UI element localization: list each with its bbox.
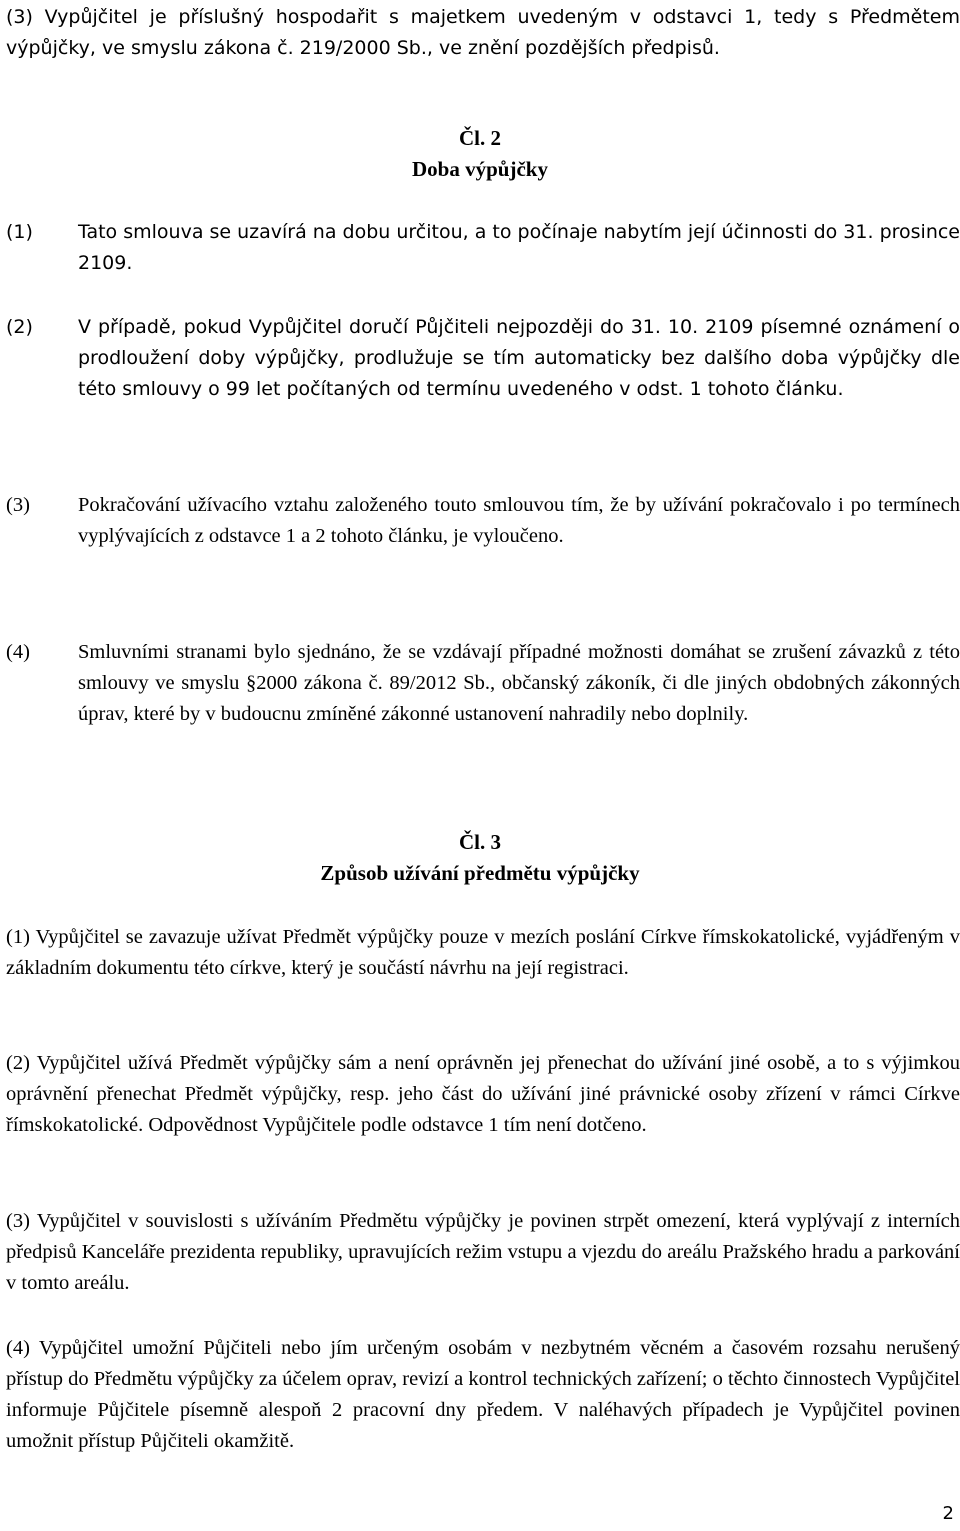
article-2-number: Čl. 2 [459, 126, 501, 150]
intro-paragraph-3: (3) Vypůjčitel je příslušný hospodařit s majetkem uvedeným v odstavci 1, tedy s Předmětem výpůjčky, ve smyslu zákona č. 219/2000 Sb., ve znění pozdějších předpisů. [6, 6, 960, 59]
paragraph-text: Smluvními stranami bylo sjednáno, že se vzdávají případné možnosti domáhat se zrušení závazků z této smlouvy ve smyslu §2000 zákona č. 89/2012 Sb., občanský zákoník, či dle jiných obdobných zákonných úprav, které by v budoucnu zmíněné zákonné ustanovení nahradily nebo doplnily. [78, 641, 960, 725]
article-2-title: Doba výpůjčky [412, 157, 548, 181]
article-2-paragraph-1 [6, 217, 960, 279]
article-3-paragraph-1: (1) Vypůjčitel se zavazuje užívat Předmět výpůjčky pouze v mezích poslání Církve římskokatolické, vyjádřeným v základním dokumentu této církve, který je součástí návrhu na její registraci. [6, 926, 960, 979]
paragraph-number: (3) [6, 494, 30, 516]
article-2-paragraph-2 [6, 312, 960, 405]
article-2-paragraph-4 [6, 637, 960, 730]
paragraph-text: V případě, pokud Vypůjčitel doručí Půjčiteli nejpozději do 31. 10. 2109 písemné oznámení o prodloužení doby výpůjčky, prodlužuje se tím automaticky bez dalšího doba výpůjčky dle této smlouvy o 99 let počítaných od termínu uvedeného v odst. 1 tohoto článku. [78, 316, 960, 400]
paragraph-number: (2) [6, 316, 33, 338]
article-3-paragraph-4: (4) Vypůjčitel umožní Půjčiteli nebo jím určeným osobám v nezbytném věcném a časovém rozsahu nerušený přístup do Předmětu výpůjčky za účelem oprav, revizí a kontrol technických zařízení; o těchto činnostech Vypůjčitel informuje Půjčitele písemně alespoň 2 pracovní dny předem. V naléhavých případech je Vypůjčitel povinen umožnit přístup Půjčiteli okamžitě. [6, 1337, 960, 1452]
paragraph-number: (4) [6, 641, 30, 663]
article-3-title: Způsob užívání předmětu výpůjčky [320, 861, 640, 885]
paragraph-number: (1) [6, 221, 33, 243]
paragraph-text: Pokračování užívacího vztahu založeného touto smlouvou tím, že by užívání pokračovalo i po termínech vyplývajících z odstavce 1 a 2 tohoto článku, je vyloučeno. [78, 494, 960, 547]
article-3-number: Čl. 3 [459, 830, 501, 854]
page-number: 2 [942, 1503, 954, 1524]
article-3-paragraph-2: (2) Vypůjčitel užívá Předmět výpůjčky sám a není oprávněn jej přenechat do užívání jiné osobě, a to s výjimkou oprávnění přenechat Předmět výpůjčky, resp. jeho část do užívání jiné právnické osoby zřízení v rámci Církve římskokatolické. Odpovědnost Vypůjčitele podle odstavce 1 tím není dotčeno. [6, 1052, 960, 1136]
article-2-paragraph-3 [6, 490, 960, 552]
article-3-paragraph-3: (3) Vypůjčitel v souvislosti s užíváním Předmětu výpůjčky je povinen strpět omezení, která vyplývají z interních předpisů Kanceláře prezidenta republiky, upravujících režim vstupu a vjezdu do areálu Pražského hradu a parkování v tomto areálu. [6, 1210, 960, 1294]
paragraph-text: Tato smlouva se uzavírá na dobu určitou, a to počínaje nabytím její účinnosti do 31. prosince 2109. [78, 221, 960, 274]
